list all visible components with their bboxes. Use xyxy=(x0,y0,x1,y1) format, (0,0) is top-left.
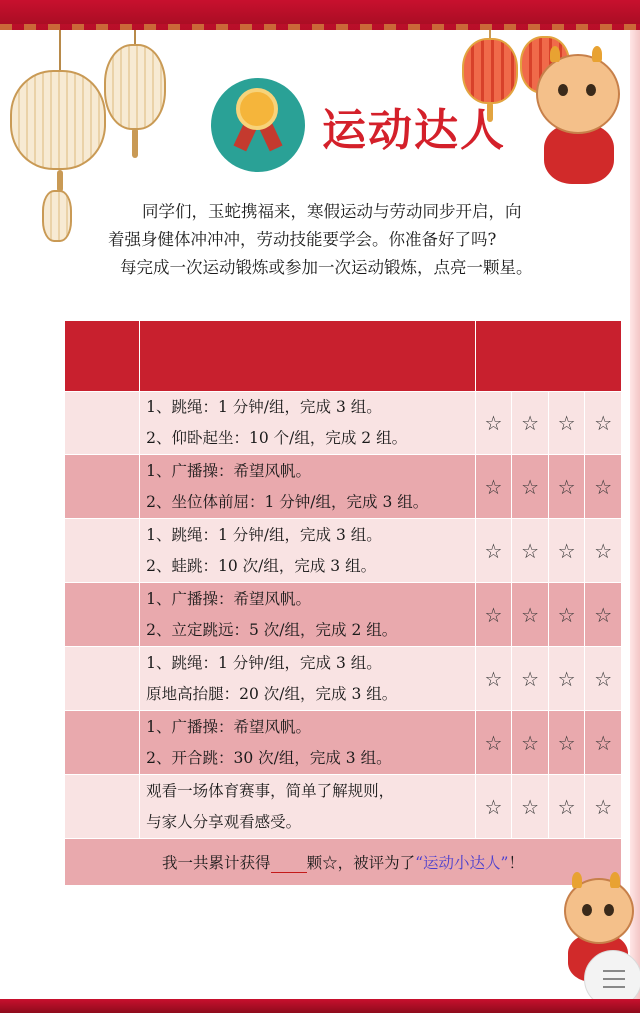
row-description xyxy=(140,519,476,583)
bottom-banner xyxy=(0,999,640,1013)
lantern-decoration-left-2 xyxy=(100,30,170,180)
page-title: 运动达人 xyxy=(322,105,506,156)
summary-end: ！ xyxy=(508,854,524,872)
star-checkbox[interactable]: ☆ xyxy=(548,519,585,583)
table-footer-row xyxy=(65,839,622,886)
star-checkbox[interactable]: ☆ xyxy=(475,775,512,839)
star-checkbox[interactable]: ☆ xyxy=(475,519,512,583)
table-row xyxy=(65,775,622,839)
row-lead-cell xyxy=(65,455,140,519)
header-cell-content xyxy=(140,321,476,392)
row-line-1: 1、广播操：希望风帆。 xyxy=(146,717,312,736)
row-line-1: 1、跳绳：1 分钟/组，完成 3 组。 xyxy=(146,653,382,672)
star-checkbox[interactable]: ☆ xyxy=(585,392,622,455)
summary-prefix: 我一共累计获得 xyxy=(162,854,271,872)
row-line-1: 1、广播操：希望风帆。 xyxy=(146,461,312,480)
row-lead-cell xyxy=(65,583,140,647)
star-checkbox[interactable]: ☆ xyxy=(585,647,622,711)
intro-line-2: 着强身健体冲冲冲，劳动技能要学会。你准备好了吗? xyxy=(108,230,497,249)
intro-text xyxy=(108,198,608,282)
star-checkbox[interactable]: ☆ xyxy=(475,583,512,647)
star-checkbox[interactable]: ☆ xyxy=(585,583,622,647)
star-checkbox[interactable]: ☆ xyxy=(512,519,549,583)
intro-line-1: 同学们，玉蛇携福来，寒假运动与劳动同步开启，向 xyxy=(142,202,522,221)
row-line-2: 原地高抬腿：20 次/组，完成 3 组。 xyxy=(146,684,398,703)
row-lead-cell xyxy=(65,711,140,775)
row-line-2: 2、坐位体前屈：1 分钟/组，完成 3 组。 xyxy=(146,492,429,511)
table-header-row xyxy=(65,321,622,392)
row-line-2: 2、立定跳远：5 次/组，完成 2 组。 xyxy=(146,620,398,639)
row-description xyxy=(140,775,476,839)
star-checkbox[interactable]: ☆ xyxy=(585,775,622,839)
star-checkbox[interactable]: ☆ xyxy=(512,647,549,711)
star-checkbox[interactable]: ☆ xyxy=(548,775,585,839)
summary-cell xyxy=(65,839,622,886)
star-checkbox[interactable]: ☆ xyxy=(548,583,585,647)
row-description xyxy=(140,455,476,519)
star-checkbox[interactable]: ☆ xyxy=(585,711,622,775)
table-row xyxy=(65,519,622,583)
table-row xyxy=(65,392,622,455)
right-decor-strip xyxy=(630,30,640,1000)
star-checkbox[interactable]: ☆ xyxy=(512,455,549,519)
exercise-table xyxy=(64,320,622,886)
star-checkbox[interactable]: ☆ xyxy=(512,711,549,775)
star-checkbox[interactable]: ☆ xyxy=(585,519,622,583)
star-checkbox[interactable]: ☆ xyxy=(548,647,585,711)
star-checkbox[interactable]: ☆ xyxy=(512,583,549,647)
medal-disc xyxy=(236,88,278,130)
star-checkbox[interactable]: ☆ xyxy=(475,455,512,519)
star-checkbox[interactable]: ☆ xyxy=(512,775,549,839)
row-lead-cell xyxy=(65,392,140,455)
row-lead-cell xyxy=(65,647,140,711)
row-lead-cell xyxy=(65,775,140,839)
row-line-1: 观看一场体育赛事，简单了解规则， xyxy=(146,781,395,800)
star-checkbox[interactable]: ☆ xyxy=(548,455,585,519)
header-cell-stars xyxy=(475,321,621,392)
summary-slogan: “运动小达人” xyxy=(415,854,509,872)
lantern-decoration-left xyxy=(10,30,110,220)
star-count-blank[interactable] xyxy=(271,854,307,873)
row-description xyxy=(140,711,476,775)
row-description xyxy=(140,647,476,711)
row-line-2: 2、仰卧起坐：10 个/组，完成 2 组。 xyxy=(146,429,408,447)
star-checkbox[interactable]: ☆ xyxy=(475,392,512,455)
row-description xyxy=(140,583,476,647)
row-line-1: 1、跳绳：1 分钟/组，完成 3 组。 xyxy=(146,525,382,544)
table-row xyxy=(65,711,622,775)
mascot-decoration-top xyxy=(530,44,630,184)
row-line-1: 1、广播操：希望风帆。 xyxy=(146,589,312,608)
summary-suffix: 颗☆，被评为了 xyxy=(306,854,416,872)
table-row xyxy=(65,583,622,647)
intro-line-3: 每完成一次运动锻炼或参加一次运动锻炼，点亮一颗星。 xyxy=(120,258,533,277)
star-checkbox[interactable]: ☆ xyxy=(512,392,549,455)
row-lead-cell xyxy=(65,519,140,583)
row-line-2: 与家人分享观看感受。 xyxy=(146,812,302,831)
row-line-2: 2、蛙跳：10 次/组，完成 3 组。 xyxy=(146,556,377,575)
table-row xyxy=(65,455,622,519)
top-banner xyxy=(0,0,640,30)
star-checkbox[interactable]: ☆ xyxy=(475,711,512,775)
star-checkbox[interactable]: ☆ xyxy=(548,392,585,455)
table-row xyxy=(65,647,622,711)
header-cell-day xyxy=(65,321,140,392)
star-checkbox[interactable]: ☆ xyxy=(548,711,585,775)
star-checkbox[interactable]: ☆ xyxy=(475,647,512,711)
star-checkbox[interactable]: ☆ xyxy=(585,455,622,519)
row-line-1: 1、跳绳：1 分钟/组，完成 3 组。 xyxy=(146,398,382,416)
row-line-2: 2、开合跳：30 次/组，完成 3 组。 xyxy=(146,748,392,767)
row-description xyxy=(140,392,476,455)
